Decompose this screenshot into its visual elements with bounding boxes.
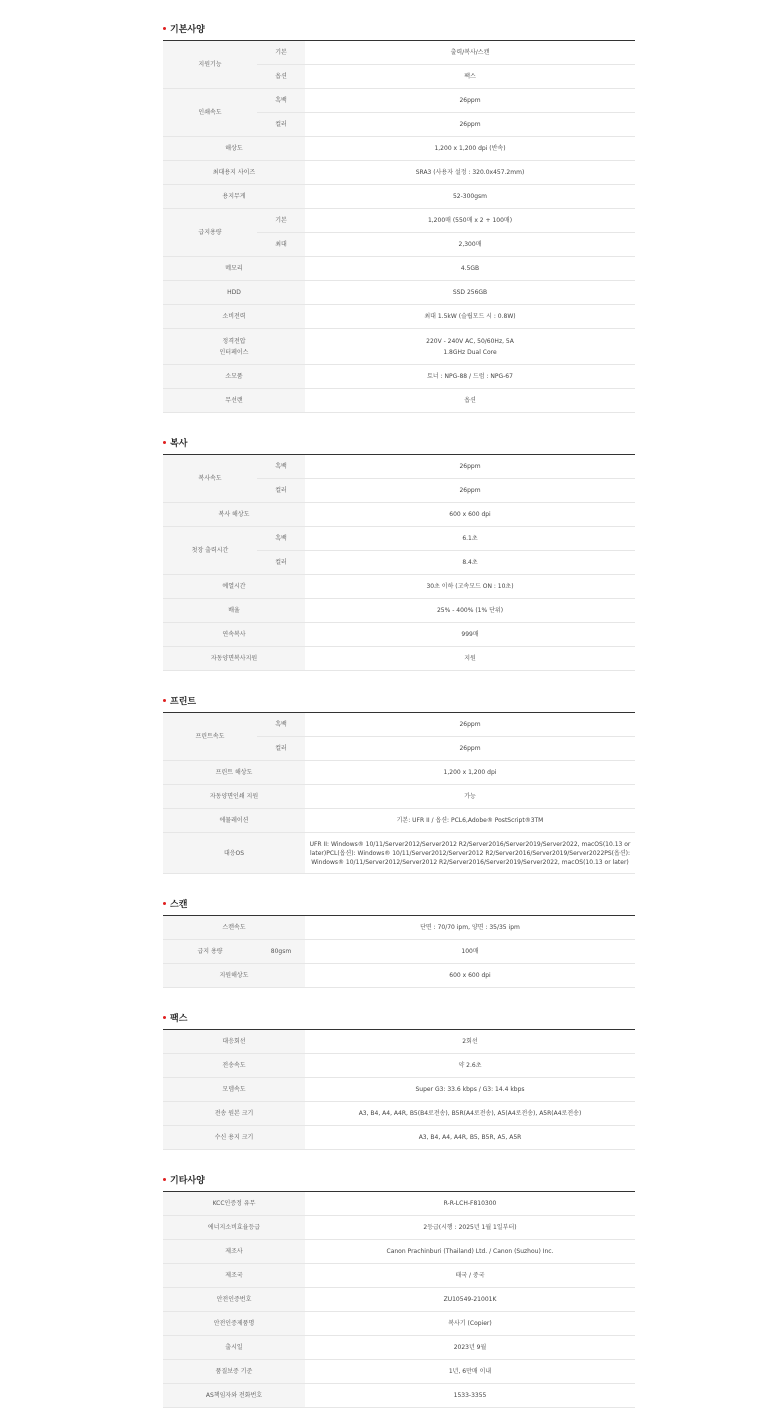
row-value: 최대 1.5kW (슬립모드 시 : 0.8W): [305, 305, 635, 329]
table-row: [163, 89, 635, 113]
row-value: 999매: [305, 623, 635, 647]
row-label: 복사속도: [163, 455, 257, 503]
row-sublabel: 흑백: [257, 89, 305, 113]
row-value: 26ppm: [305, 113, 635, 137]
table-row: [163, 329, 635, 365]
table-row: [163, 1216, 635, 1240]
table-row: [163, 389, 635, 413]
section-title-scan: 스캔: [163, 893, 635, 916]
row-value: UFR II: Windows® 10/11/Server2012/Server2012 R2/Server2016/Server2019/Server2022, macOS(10.13 or later)PCL(옵션): Windows® 10/11/Server2012/Server2012 R2/Server2016/Server2019/Server2022PS(옵션): Windows® 10/11/Server2012/Server2012 R2/Server2016/Server2019/Server2022, macOS(10.13 or later): [305, 833, 635, 874]
row-label: 자동양면복사지원: [163, 647, 305, 671]
row-label: AS책임자와 전화번호: [163, 1384, 305, 1408]
table-row: [163, 1192, 635, 1216]
row-sublabel: 컬러: [257, 479, 305, 503]
section-copy: [163, 432, 635, 671]
bullet-dot-icon: [163, 441, 166, 444]
section-title-copy: 복사: [163, 432, 635, 455]
row-label: 제조사: [163, 1240, 305, 1264]
row-value: 지원: [305, 647, 635, 671]
row-sublabel: 옵션: [257, 65, 305, 89]
row-value: 가능: [305, 785, 635, 809]
row-label: 예열시간: [163, 575, 305, 599]
table-row: [163, 1030, 635, 1054]
table-row: [163, 1054, 635, 1078]
table-row: [163, 1384, 635, 1408]
table-row: [163, 1288, 635, 1312]
table-row: [163, 1312, 635, 1336]
table-row: [163, 785, 635, 809]
row-label: 첫장 출력시간: [163, 527, 257, 575]
row-sublabel: 기본: [257, 41, 305, 65]
row-value: 약 2.6초: [305, 1054, 635, 1078]
section-title-print: 프린트: [163, 690, 635, 713]
table-row: [163, 503, 635, 527]
row-label: KCC인증정 유무: [163, 1192, 305, 1216]
row-label: 스캔속도: [163, 916, 305, 940]
row-label: 정격전압 인터페이스: [163, 329, 305, 365]
row-value: 25% - 400% (1% 단위): [305, 599, 635, 623]
row-label: 복사 해상도: [163, 503, 305, 527]
row-sublabel: 흑백: [257, 455, 305, 479]
row-sublabel: 컬러: [257, 551, 305, 575]
row-value: 토너 : NPG-88 / 드럼 : NPG-67: [305, 365, 635, 389]
bullet-dot-icon: [163, 699, 166, 702]
section-basic: [163, 18, 635, 413]
row-value: 1,200 x 1,200 dpi: [305, 761, 635, 785]
table-row: [163, 1126, 635, 1150]
row-label: 무선랜: [163, 389, 305, 413]
row-label: 프린트속도: [163, 713, 257, 761]
row-value: 600 x 600 dpi: [305, 503, 635, 527]
row-label: 연속복사: [163, 623, 305, 647]
table-row: [163, 964, 635, 988]
row-label: 에뮬레이션: [163, 809, 305, 833]
table-row: [163, 1102, 635, 1126]
row-value: 52-300gsm: [305, 185, 635, 209]
row-label: 전송속도: [163, 1054, 305, 1078]
bullet-dot-icon: [163, 902, 166, 905]
table-row: [163, 809, 635, 833]
row-label: 프린트 해상도: [163, 761, 305, 785]
row-label: 지원해상도: [163, 964, 305, 988]
table-row: [163, 1078, 635, 1102]
row-label: 인쇄속도: [163, 89, 257, 137]
row-label: 안전인증번호: [163, 1288, 305, 1312]
row-value: 팩스: [305, 65, 635, 89]
table-row: [163, 916, 635, 940]
row-sublabel: 최대: [257, 233, 305, 257]
row-value: 26ppm: [305, 737, 635, 761]
bullet-dot-icon: [163, 1016, 166, 1019]
row-value: Super G3: 33.6 kbps / G3: 14.4 kbps: [305, 1078, 635, 1102]
table-row: [163, 161, 635, 185]
spec-table-scan: [163, 916, 635, 988]
row-label: 급지 용량: [163, 940, 257, 964]
row-label: 모뎀속도: [163, 1078, 305, 1102]
section-scan: [163, 893, 635, 988]
row-label: HDD: [163, 281, 305, 305]
row-value: ZU10549-21001K: [305, 1288, 635, 1312]
row-value: 태국 / 중국: [305, 1264, 635, 1288]
section-title-other: 기타사양: [163, 1169, 635, 1192]
row-label: 제조국: [163, 1264, 305, 1288]
row-label: 수신 용지 크기: [163, 1126, 305, 1150]
row-value: 옵션: [305, 389, 635, 413]
row-label: 품질보증 기준: [163, 1360, 305, 1384]
table-row: [163, 623, 635, 647]
row-label: 출시일: [163, 1336, 305, 1360]
row-value: 100매: [305, 940, 635, 964]
table-row: [163, 209, 635, 233]
row-value: 1년, 6만매 이내: [305, 1360, 635, 1384]
row-value: 26ppm: [305, 455, 635, 479]
row-value: 220V - 240V AC, 50/60Hz, 5A 1.8GHz Dual Core: [305, 329, 635, 365]
table-row: [163, 647, 635, 671]
table-row: [163, 185, 635, 209]
table-row: [163, 599, 635, 623]
row-value: 1,200 x 1,200 dpi (반속): [305, 137, 635, 161]
row-label: 전송 원본 크기: [163, 1102, 305, 1126]
row-label: 에너지소비효율등급: [163, 1216, 305, 1240]
table-row: [163, 137, 635, 161]
section-fax: [163, 1007, 635, 1150]
section-title-fax: 팩스: [163, 1007, 635, 1030]
table-row: [163, 455, 635, 479]
table-row: [163, 761, 635, 785]
row-value: 2,300매: [305, 233, 635, 257]
table-row: [163, 281, 635, 305]
row-value: SSD 256GB: [305, 281, 635, 305]
bullet-dot-icon: [163, 1178, 166, 1181]
row-sublabel: 흑백: [257, 527, 305, 551]
table-row: [163, 1264, 635, 1288]
table-row: [163, 365, 635, 389]
spec-table-other: [163, 1192, 635, 1408]
spec-table-fax: [163, 1030, 635, 1150]
row-value: 1,200매 (550매 x 2 + 100매): [305, 209, 635, 233]
row-value: 600 x 600 dpi: [305, 964, 635, 988]
section-title-basic: 기본사양: [163, 18, 635, 41]
spec-table-copy: [163, 455, 635, 671]
row-value: A3, B4, A4, A4R, B5(B4로전송), B5R(A4로전송), A5(A4로전송), A5R(A4로전송): [305, 1102, 635, 1126]
spec-page: [163, 0, 635, 1408]
section-other: [163, 1169, 635, 1408]
row-value: 기본: UFR II / 옵션: PCL6,Adobe® PostScript®3TM: [305, 809, 635, 833]
row-value: SRA3 (사용자 설정 : 320.0x457.2mm): [305, 161, 635, 185]
row-value: 출력/복사/스캔: [305, 41, 635, 65]
row-label: 용지무게: [163, 185, 305, 209]
table-row: [163, 1360, 635, 1384]
row-label: 자동양면인쇄 지원: [163, 785, 305, 809]
row-label: 급지용량: [163, 209, 257, 257]
table-row: [163, 41, 635, 65]
table-row: [163, 940, 635, 964]
row-value: 30초 이하 (고속모드 ON : 10초): [305, 575, 635, 599]
row-value: 2023년 9월: [305, 1336, 635, 1360]
row-sublabel: 컬러: [257, 113, 305, 137]
row-value: 4.5GB: [305, 257, 635, 281]
row-label: 안전인증제품명: [163, 1312, 305, 1336]
row-label: 메모리: [163, 257, 305, 281]
bullet-dot-icon: [163, 27, 166, 30]
table-row: [163, 305, 635, 329]
table-row: [163, 1336, 635, 1360]
row-value: 1533-3355: [305, 1384, 635, 1408]
row-sublabel: 흑백: [257, 713, 305, 737]
row-value: 26ppm: [305, 89, 635, 113]
table-row: [163, 713, 635, 737]
row-sublabel: 80gsm: [257, 940, 305, 964]
table-row: [163, 833, 635, 874]
row-value: 26ppm: [305, 713, 635, 737]
table-row: [163, 575, 635, 599]
spec-table-print: [163, 713, 635, 874]
row-value: 2회선: [305, 1030, 635, 1054]
row-value: 복사기 (Copier): [305, 1312, 635, 1336]
row-value: 8.4초: [305, 551, 635, 575]
row-label: 해상도: [163, 137, 305, 161]
row-sublabel: 컬러: [257, 737, 305, 761]
row-value: 2등급(시행 : 2025년 1월 1일부터): [305, 1216, 635, 1240]
row-value: R-R-LCH-F810300: [305, 1192, 635, 1216]
row-value: A3, B4, A4, A4R, B5, B5R, A5, A5R: [305, 1126, 635, 1150]
row-value: 6.1초: [305, 527, 635, 551]
row-label: 소비전력: [163, 305, 305, 329]
section-print: [163, 690, 635, 874]
row-label: 소모품: [163, 365, 305, 389]
spec-table-basic: [163, 41, 635, 413]
row-label: 대응OS: [163, 833, 305, 874]
row-label: 대응회선: [163, 1030, 305, 1054]
row-sublabel: 기본: [257, 209, 305, 233]
row-label: 배율: [163, 599, 305, 623]
row-label: 지원기능: [163, 41, 257, 89]
row-value: 단면 : 70/70 ipm, 양면 : 35/35 ipm: [305, 916, 635, 940]
row-value: Canon Prachinburi (Thailand) Ltd. / Canon (Suzhou) Inc.: [305, 1240, 635, 1264]
row-label: 최대용지 사이즈: [163, 161, 305, 185]
row-value: 26ppm: [305, 479, 635, 503]
table-row: [163, 257, 635, 281]
table-row: [163, 527, 635, 551]
table-row: [163, 1240, 635, 1264]
